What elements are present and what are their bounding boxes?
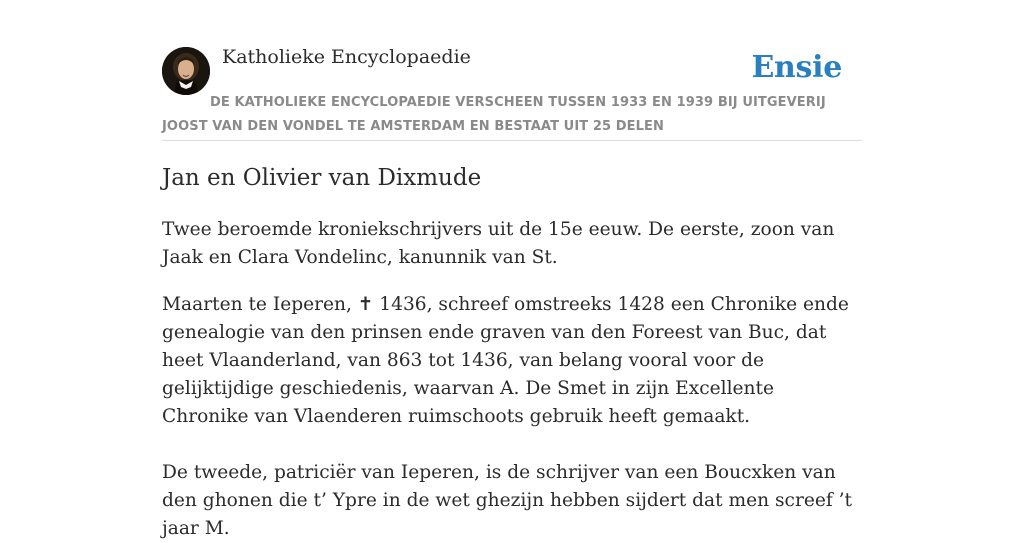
article-title: Jan en Olivier van Dixmude [162,165,482,191]
article [162,160,852,543]
site-name[interactable]: Katholieke Encyclopaedie [222,46,471,68]
site-header [162,44,862,141]
article-paragraph: De tweede, patriciër van Ieperen, is de schrijver van een Boucxken van den ghonen die t’ Ypre in de wet ghezijn hebben sijdert dat men screef ’t jaar M. [162,462,853,539]
site-subtitle: DE KATHOLIEKE ENCYCLOPAEDIE VERSCHEEN TUSSEN 1933 EN 1939 BIJ UITGEVERIJ JOOST VAN DEN VONDEL TE AMSTERDAM EN BESTAAT UIT 25 DELEN [162,95,826,134]
article-paragraph: Maarten te Ieperen, ✝ 1436, schreef omstreeks 1428 een Chronike ende genealogie van den prinsen ende graven van den Foreest van Buc, dat heet Vlaanderland, van 863 tot 1436, van belang vooral voor de gelijktijdige geschiedenis, waarvan A. De Smet in zijn Excellente Chronike van Vlaenderen ruimschoots gebruik heeft gemaakt. [162,294,849,427]
ensie-logo-link[interactable]: Ensie [751,50,842,85]
article-paragraph: Twee beroemde kroniekschrijvers uit de 15e eeuw. De eerste, zoon van Jaak en Clara Vondelinc, kanunnik van St. [162,219,835,268]
portrait-avatar-icon[interactable] [162,47,210,95]
